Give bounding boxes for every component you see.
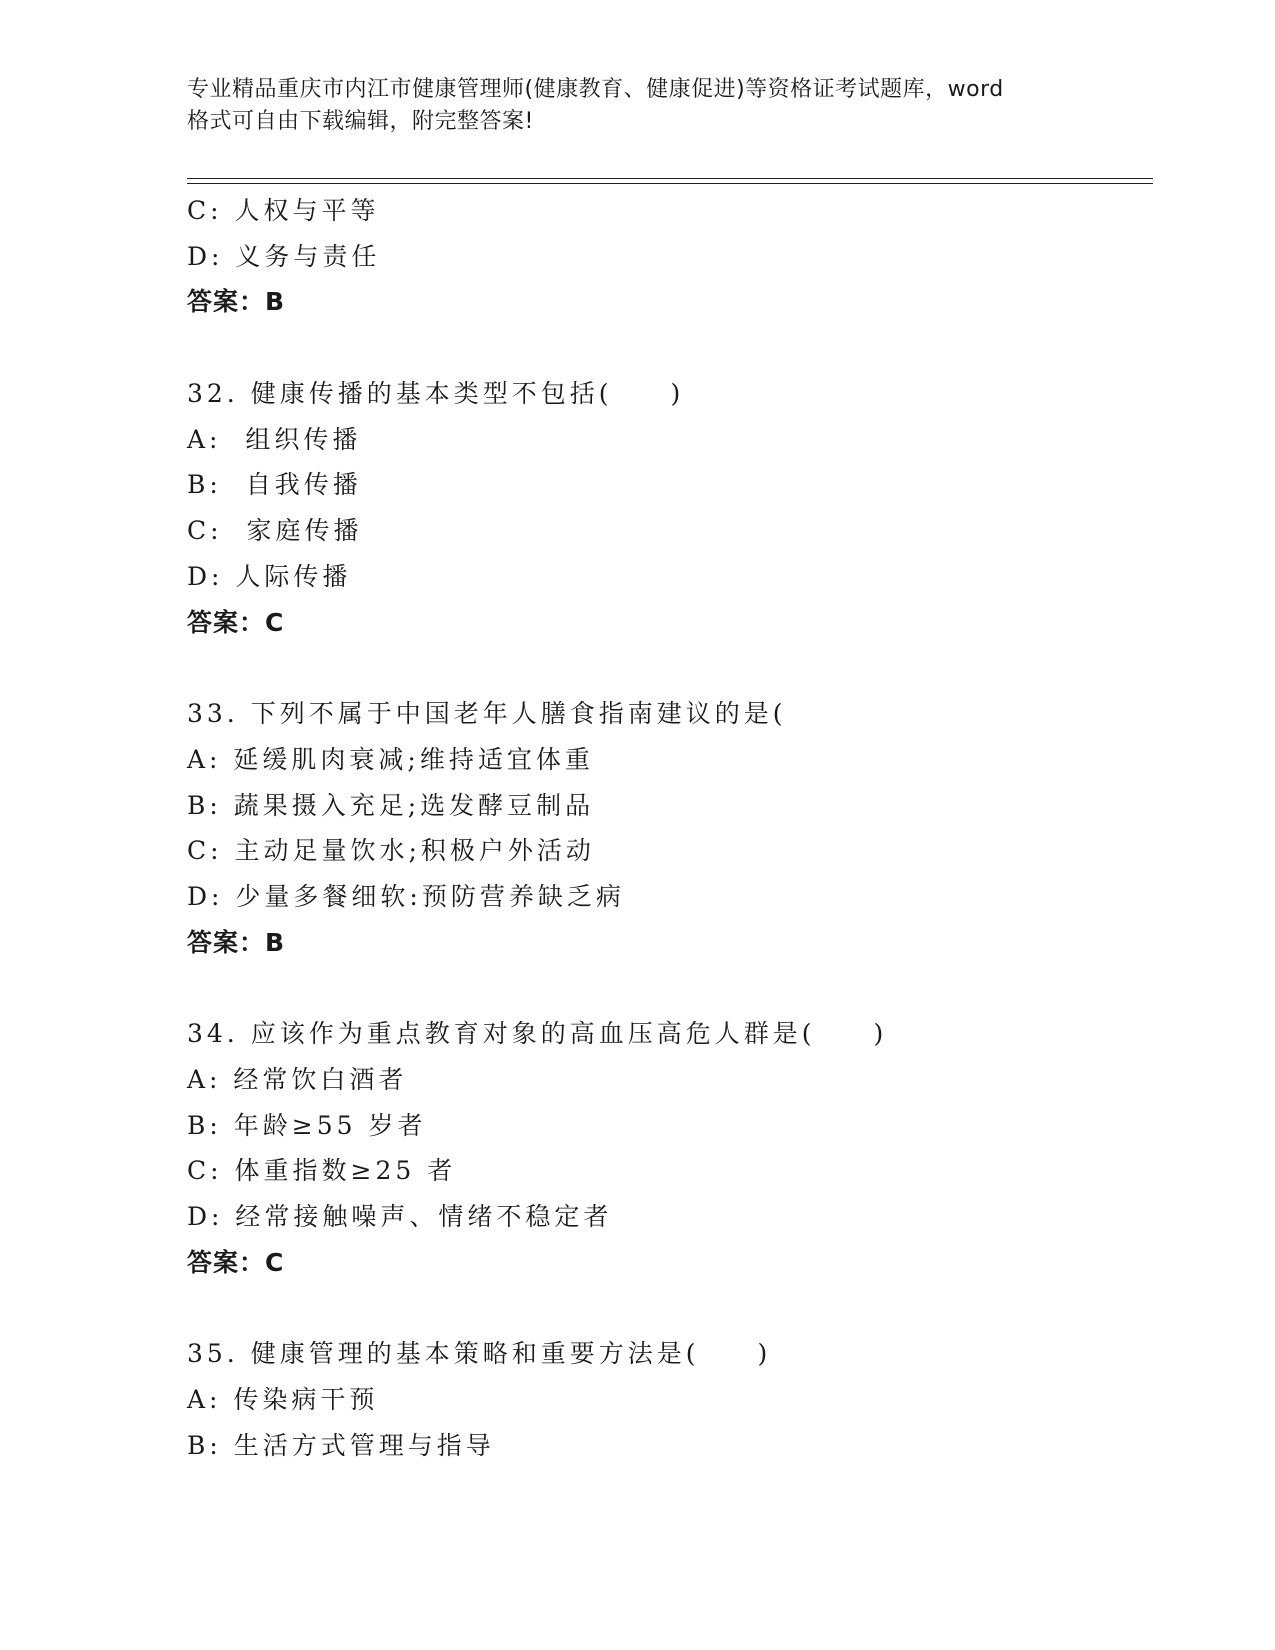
answer-line: 答案：B [187,287,286,317]
option-b: B: 生活方式管理与指导 [187,1430,495,1460]
option-c: C: 体重指数≥25 者 [187,1156,457,1186]
answer-line: 答案：B [187,927,286,957]
option-c: C: 主动足量饮水;积极户外活动 [187,836,595,866]
option-b: B: 自我传播 [187,470,362,500]
question-35 [187,1331,1153,1468]
option-b: B: 蔬果摄入充足;选发酵豆制品 [187,790,595,820]
question-stem: 32. 健康传播的基本类型不包括( ) [187,379,685,409]
option-d: D: 义务与责任 [187,241,381,271]
option-b: B: 年龄≥55 岁者 [187,1110,427,1140]
question-stem: 35. 健康管理的基本策略和重要方法是( ) [187,1339,772,1369]
option-d: D: 人际传播 [187,561,352,591]
answer-line: 答案：C [187,1247,285,1277]
question-34 [187,1011,1153,1285]
answer-line: 答案：C [187,607,285,637]
option-a: A: 延缓肌肉衰减;维持适宜体重 [187,744,594,774]
option-a: A: 组织传播 [187,424,362,454]
option-a: A: 传染病干预 [187,1385,379,1415]
question-stem: 34. 应该作为重点教育对象的高血压高危人群是( ) [187,1019,888,1049]
header-divider-bottom [187,183,1153,184]
option-c: C: 人权与平等 [187,196,380,225]
option-c: C: 家庭传播 [187,516,363,546]
option-a: A: 经常饮白酒者 [187,1065,408,1094]
option-d: D: 经常接触噪声、情绪不稳定者 [187,1202,613,1232]
option-d: D: 少量多餐细软:预防营养缺乏病 [187,881,625,911]
question-stem: 33. 下列不属于中国老年人膳食指南建议的是( [187,699,787,729]
header-line-1: 专业精品重庆市内江市健康管理师(健康教育、健康促进)等资格证考试题库，word [187,77,1004,102]
header-line-2: 格式可自由下载编辑，附完整答案! [187,109,534,134]
question-33 [187,691,1153,965]
question-32 [187,371,1153,645]
header-divider-top [187,178,1153,179]
document-body [187,188,1153,1469]
document-header [187,74,1087,138]
partial-question [187,188,1153,325]
